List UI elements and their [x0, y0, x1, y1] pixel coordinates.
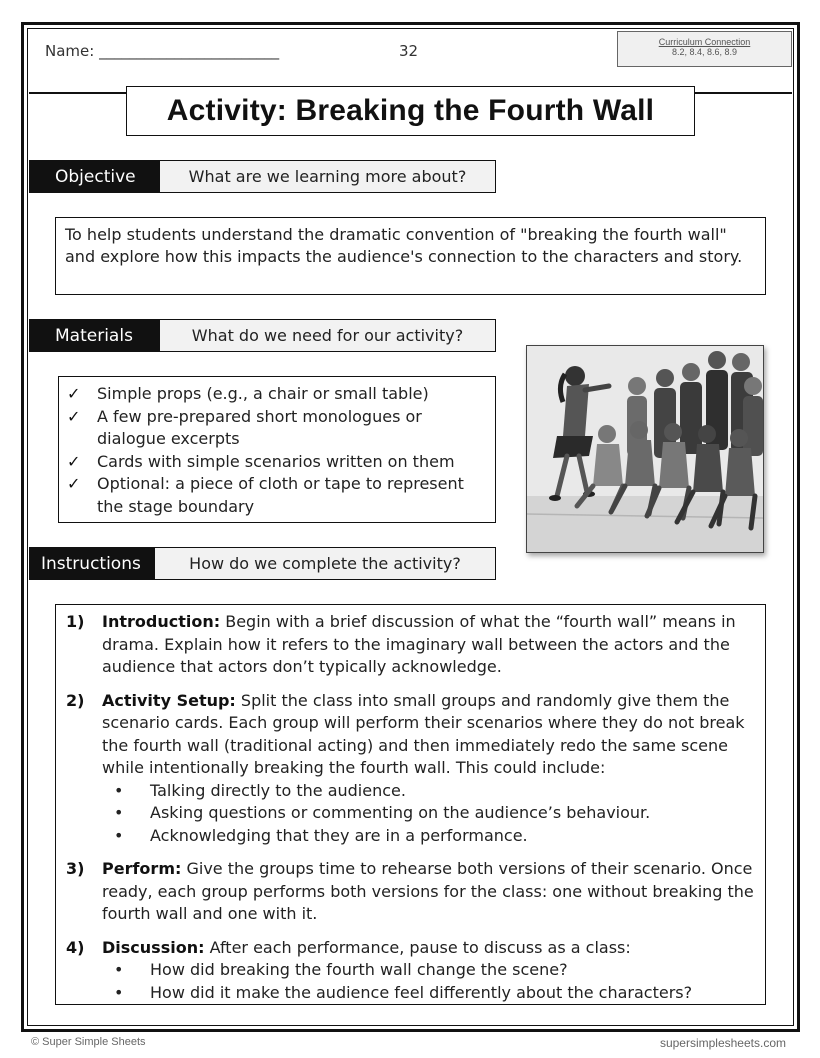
objective-tab: Objective — [29, 160, 160, 193]
bullet-text: Acknowledging that they are in a performance. — [150, 825, 528, 845]
step-label: Activity Setup: — [102, 690, 236, 710]
step-label: Perform: — [102, 859, 182, 878]
bullet-text: How did breaking the fourth wall change the scene? — [150, 960, 568, 979]
step-label: Discussion: — [102, 937, 205, 957]
bullet-icon: • — [114, 982, 124, 1002]
material-text: Simple props (e.g., a chair or small table) — [97, 384, 429, 403]
instruction-step — [66, 937, 755, 1005]
bullet-item — [102, 825, 755, 848]
step-body — [102, 690, 755, 848]
objective-text-box — [55, 217, 766, 295]
curriculum-connection-box — [617, 31, 792, 67]
bullet-icon: • — [114, 825, 124, 845]
material-text: Cards with simple scenarios written on them — [97, 451, 455, 471]
step-number: 4) — [66, 937, 85, 957]
instructions-list — [55, 604, 766, 1005]
step-number: 2) — [66, 690, 85, 710]
instruction-step — [66, 858, 755, 926]
step-label: Introduction: — [102, 612, 221, 631]
materials-question: What do we need for our activity? — [159, 319, 496, 352]
step-text: Give the groups time to rehearse both versions of their scenario. Once ready, each group performs both versions for the class: one without breaking the fourth wall and one with it. — [102, 859, 754, 923]
page-title: Activity: Breaking the Fourth Wall — [166, 94, 655, 127]
materials-tab: Materials — [29, 319, 160, 352]
illustration-svg — [527, 346, 764, 553]
fourth-wall-illustration — [526, 345, 764, 553]
material-text: Optional: a piece of cloth or tape to represent the stage boundary — [97, 474, 464, 516]
bullet-icon: • — [114, 803, 124, 822]
step-number: 1) — [66, 612, 85, 631]
bullet-item — [102, 802, 755, 825]
bullet-text: Talking directly to the audience. — [150, 780, 406, 800]
checkmark-icon: ✓ — [67, 384, 81, 403]
material-item — [67, 451, 487, 474]
step-text: Split the class into small groups and randomly give them the scenario cards. Each group will perform their scenarios where they do not break the fourth wall (traditional acting) and then immediately redo the same scene while intentionally breaking the fourth wall. This could include: — [102, 690, 745, 777]
curriculum-connection-codes: 8.2, 8.4, 8.6, 8.9 — [671, 47, 738, 57]
step-body — [102, 858, 755, 926]
bullet-item — [102, 959, 755, 982]
material-item — [67, 473, 487, 518]
objective-question: What are we learning more about? — [159, 160, 496, 193]
instructions-question: How do we complete the activity? — [154, 547, 496, 580]
page-number: 32 — [399, 42, 419, 60]
material-item — [67, 406, 487, 451]
material-text: A few pre-prepared short monologues or dialogue excerpts — [97, 406, 422, 448]
instruction-step — [66, 690, 755, 848]
bullet-text: Asking questions or commenting on the audience’s behaviour. — [150, 803, 651, 822]
footer-website-link[interactable]: supersimplesheets.com — [659, 1036, 786, 1050]
checkmark-icon: ✓ — [67, 451, 81, 471]
footer-copyright: © Super Simple Sheets — [31, 1036, 146, 1048]
checkmark-icon: ✓ — [67, 474, 81, 493]
step-body — [102, 611, 755, 679]
step-text: After each performance, pause to discuss as a class: — [204, 937, 631, 957]
title-box — [126, 86, 695, 136]
bullet-item — [102, 780, 755, 803]
checkmark-icon: ✓ — [67, 406, 81, 426]
instructions-tab: Instructions — [29, 547, 155, 580]
step-number: 3) — [66, 859, 85, 878]
step-body — [102, 937, 755, 1005]
curriculum-connection-title: Curriculum Connection — [658, 37, 751, 47]
material-item — [67, 383, 487, 406]
name-field[interactable]: Name: ________________________ — [45, 42, 280, 60]
materials-list — [58, 376, 496, 523]
bullet-icon: • — [114, 960, 124, 979]
bullet-icon: • — [114, 780, 124, 800]
bullet-text: How did it make the audience feel differently about the characters? — [150, 982, 693, 1002]
bullet-item — [102, 982, 755, 1005]
instruction-step — [66, 611, 755, 679]
step-text: Begin with a brief discussion of what the “fourth wall” means in drama. Explain how it refers to the imaginary wall between the actors and the audience that actors don’t typically acknowledge. — [102, 612, 736, 676]
objective-text: To help students understand the dramatic convention of "breaking the fourth wall" and explore how this impacts the audience's connection to the characters and story. — [65, 225, 743, 266]
